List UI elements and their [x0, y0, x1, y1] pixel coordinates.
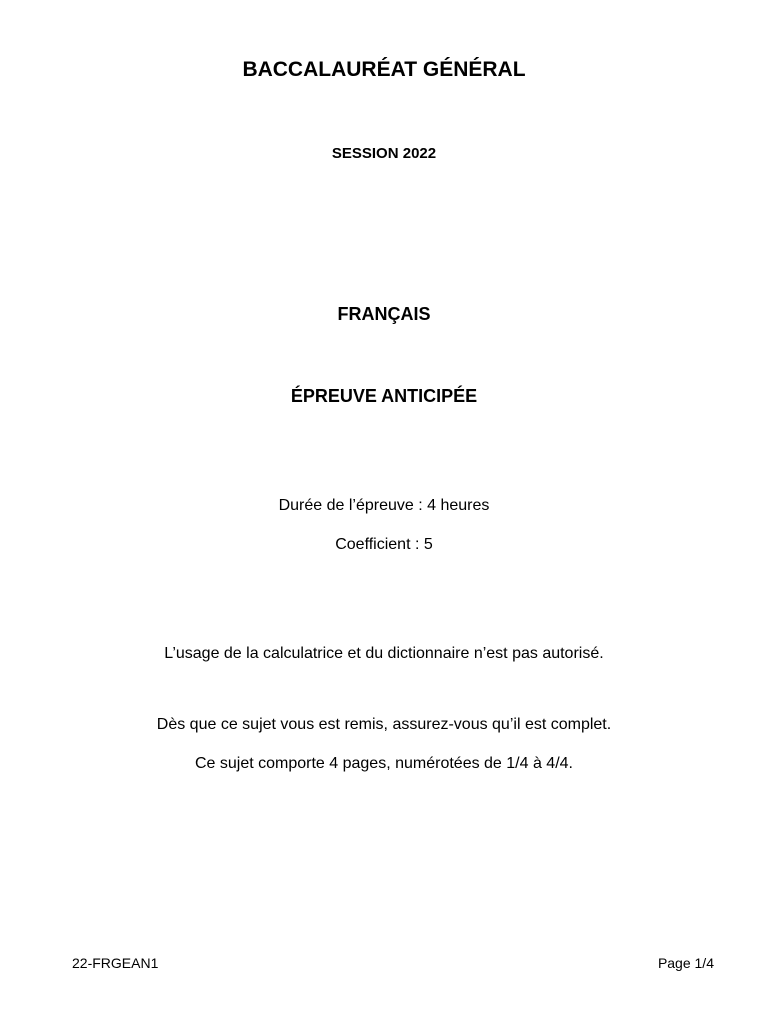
- page-number: Page 1/4: [657, 955, 714, 971]
- document-code: 22-FRGEAN1: [72, 955, 159, 971]
- page-count-instruction: Ce sujet comporte 4 pages, numérotées de 1/4 à 4/4.: [194, 755, 573, 772]
- exam-type-title: ÉPREUVE ANTICIPÉE: [290, 386, 478, 406]
- document-title: BACCALAURÉAT GÉNÉRAL: [242, 58, 526, 81]
- exam-duration: Durée de l’épreuve : 4 heures: [278, 497, 490, 514]
- calculator-dictionary-rule: L’usage de la calculatrice et du dictionnaire n’est pas autorisé.: [164, 645, 604, 662]
- subject-title: FRANÇAIS: [337, 304, 431, 324]
- session-label: SESSION 2022: [331, 145, 437, 162]
- exam-coefficient: Coefficient : 5: [335, 536, 433, 553]
- completeness-instruction: Dès que ce sujet vous est remis, assurez-vous qu’il est complet.: [156, 716, 612, 733]
